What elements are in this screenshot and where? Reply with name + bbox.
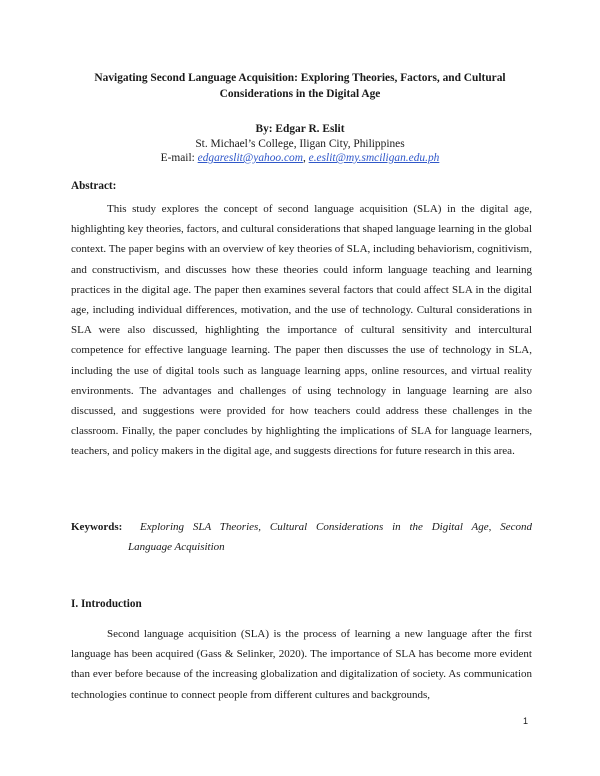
keywords-terms-1: Exploring SLA Theories, Cultural Considerations in the Digital Age, Second (140, 521, 532, 533)
abstract-heading: Abstract: (71, 180, 117, 192)
author-name: By: Edgar R. Eslit (255, 123, 345, 135)
email-separator: , (302, 152, 309, 164)
keywords-label: Keywords: (71, 521, 123, 533)
author-email-line (60, 151, 540, 166)
introduction-heading: I. Introduction (71, 598, 142, 610)
keywords-line-1 (71, 517, 532, 537)
email-link-yahoo[interactable]: edgareslit@yahoo.com (197, 152, 303, 164)
abstract-paragraph (71, 199, 532, 462)
paper-title (60, 70, 540, 102)
author-affiliation: St. Michael’s College, Iligan City, Philippines (195, 137, 405, 150)
introduction-text: Second language acquisition (SLA) is the process of learning a new language after the first language has been acquired (Gass & Selinker, 2020). The importance of SLA has become more evident than ever before because of the increasing globalization and digitalization of society. As communication technologies continue to connect people from different cultures and backgrounds, (71, 628, 532, 701)
abstract-text: This study explores the concept of second language acquisition (SLA) in the digital age, highlighting key theories, factors, and cultural considerations that shaped language learning in the global context. The paper begins with an overview of key theories of SLA, including behaviorism, cognitivism, and constructivism, and discusses how these theories could inform language teaching and learning practices in the digital age. The paper then examines several factors that could affect SLA in the digital age, including individual differences, motivation, and the use of technology. Cultural considerations in SLA were also discussed, highlighting the importance of cultural sensitivity and intercultural competence for effective language learning. The paper then discusses the use of technology in SLA, including the use of digital tools such as language learning apps, online resources, and virtual reality environments. The advantages and challenges of using technology in language learning are also discussed, and suggestions were provided for how teachers could address these challenges in the classroom. Finally, the paper concludes by highlighting the implications of SLA for language learners, teachers, and policy makers in the digital age, and suggests directions for future research in this area. (71, 203, 532, 458)
title-line-1: Navigating Second Language Acquisition: Exploring Theories, Factors, and Cultural (94, 72, 506, 84)
introduction-paragraph (71, 624, 532, 705)
email-link-smc[interactable]: e.eslit@my.smciligan.edu.ph (308, 152, 440, 164)
author-block (60, 122, 540, 166)
keywords-terms-2: Language Acquisition (128, 541, 225, 554)
page-number: 1 (522, 716, 528, 726)
email-label: E-mail: (160, 152, 198, 164)
keywords-block (71, 517, 532, 557)
title-line-2: Considerations in the Digital Age (219, 88, 381, 100)
